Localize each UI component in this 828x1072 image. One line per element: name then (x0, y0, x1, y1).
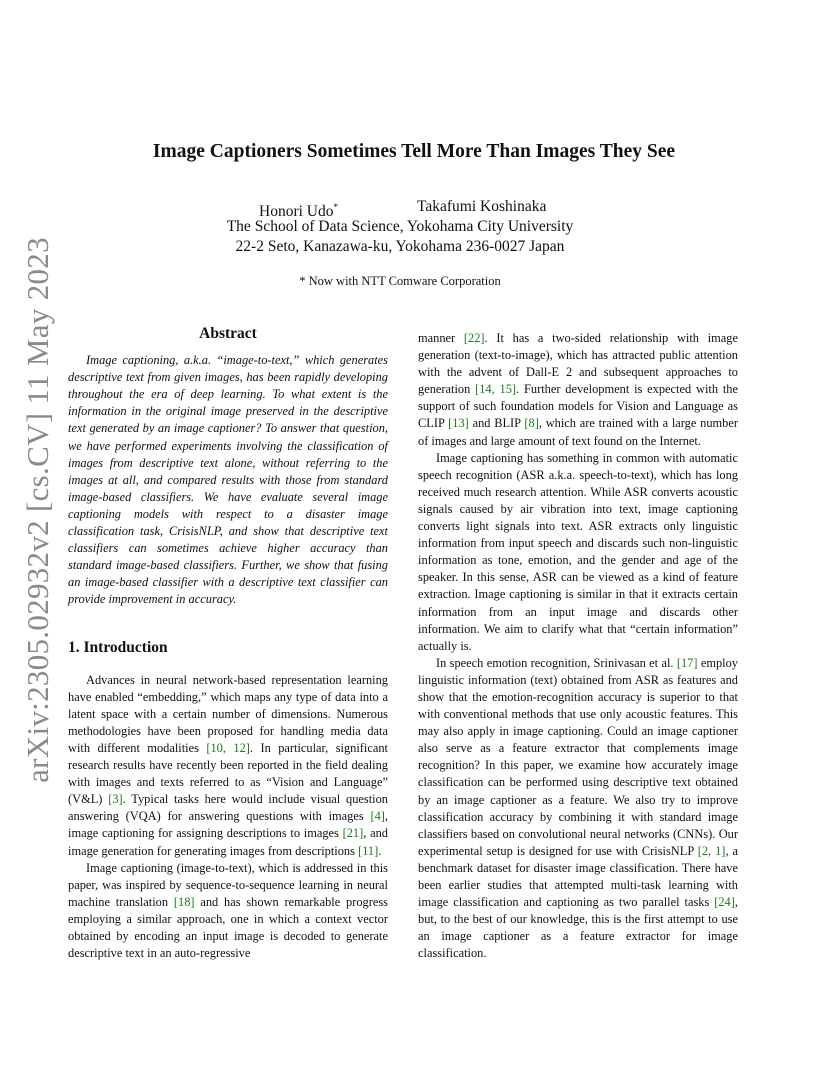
paragraph-text: and BLIP (468, 416, 525, 431)
paragraph-text: . In particular, significant research results have recently been reported in the field dealing with images and texts referred to as “Vision and Language” (V&L) (68, 740, 388, 807)
paragraph-text: . Typical tasks here would include visual question answering (VQA) for answering questions with images (68, 792, 388, 824)
right-column (418, 330, 738, 962)
author-1-name: Honori Udo (259, 203, 334, 221)
citation-link[interactable]: [17] (676, 655, 698, 670)
paragraph-text: , a benchmark dataset for disaster image classification. There have been earlier studies that attempted multi-task learning with image classification and captioning as two parallel tasks (418, 843, 738, 910)
section-heading-introduction: 1. Introduction (68, 638, 168, 656)
citation-link[interactable]: [3] (108, 792, 123, 807)
citation-link[interactable]: [13] (448, 416, 469, 431)
citation-link[interactable]: [14, 15] (475, 382, 517, 397)
arxiv-stamp-text: arXiv:2305.02932v2 [cs.CV] 11 May 2023 (20, 237, 55, 783)
author-2: Takafumi Koshinaka (417, 198, 547, 215)
arxiv-stamp (14, 237, 62, 783)
citation-link[interactable]: [10, 12] (206, 740, 250, 755)
citation-link[interactable]: [4] (370, 809, 385, 824)
left-column (68, 325, 388, 962)
paragraph-text: In speech emotion recognition, Srinivasan et al. (436, 655, 677, 670)
paper-title: Image Captioners Sometimes Tell More Than Images They See (152, 141, 676, 162)
citation-link[interactable]: [21] (342, 826, 364, 841)
author-1 (259, 197, 338, 222)
citation-link[interactable]: [11] (358, 843, 379, 858)
paragraph-text: Image captioning has something in common with automatic speech recognition (ASR a.k.a. speech-to-text), which has long received much research attention. While ASR converts acoustic signals caused by air vibration into text, image captioning converts light signals into text. ASR extracts only linguistic information from input speech and discards such non-linguistic information as tone, emotion, and the gender and age of the speaker. In this sense, ASR can be viewed as a kind of feature extraction. Image captioning is similar in that it extracts certain information from an input image and discards other information. We aim to clarify what that “certain information” actually is. (418, 450, 738, 653)
intro-paragraph-3 (418, 450, 738, 655)
citation-link[interactable]: [24] (714, 895, 735, 910)
paragraph-text: , image captioning for assigning descriptions to images (68, 809, 388, 841)
author-footnote: * Now with NTT Comware Corporation (299, 274, 501, 288)
address: 22-2 Seto, Kanazawa-ku, Yokohama 236-0027 Japan (235, 238, 565, 255)
paragraph-text: manner (418, 331, 464, 345)
citation-link[interactable]: [18] (173, 894, 195, 909)
paragraph-text: Advances in neural network-based representation learning have enabled “embedding,” which maps any type of data into a latent space with a certain number of dimensions. Numerous methodologies have been proposed for handling media data with different modalities (68, 672, 388, 755)
intro-paragraph-2-cont (418, 330, 738, 450)
author-block (0, 197, 800, 257)
author-1-mark: * (333, 202, 338, 212)
abstract-text: Image captioning, a.k.a. “image-to-text,” which generates descriptive text from given images, has been rapidly developing throughout the era of deep learning. To what extent is the information in the original image preserved in the descriptive text generated by an image captioner? To answer that question, we have performed experiments involving the classification of images from descriptive text alone, without referring to the images at all, and compared results with those from standard image-based classifiers. We have evaluate several image captioning models with respect to a disaster image classification task, CrisisNLP, and show that descriptive text classifiers can sometimes achieve higher accuracy than standard image-based classifiers. Further, we show that fusing an image-based classifier with a descriptive text classifier can provide improvement in accuracy. (68, 353, 388, 607)
citation-link[interactable]: [22] (463, 331, 485, 345)
paragraph-text: and has shown remarkable progress employing a similar approach, one in which a context vector obtained by encoding an input image is decoded to generate descriptive text in an auto-regressive (68, 894, 388, 961)
paragraph-text: . Further development is expected with the support of such foundation models for Vision and Language as CLIP (418, 382, 738, 431)
abstract-heading: Abstract (199, 325, 257, 342)
affiliation: The School of Data Science, Yokohama City University (226, 218, 574, 235)
intro-paragraph-4 (418, 655, 738, 963)
paragraph-text: , which are trained with a large number of images and large amount of text found on the Internet. (418, 416, 738, 448)
citation-link[interactable]: [8] (524, 416, 539, 431)
paragraph-text: . (378, 843, 382, 858)
intro-paragraph-1 (68, 672, 388, 860)
paragraph-text: employ linguistic information (text) obtained from ASR as features and show that the emotion-recognition accuracy is superior to that with conventional methods that use only acoustic features. This may also apply in image captioning. Could an image captioner also serve as a feature extractor that complements image recognition? In this paper, we examine how accurately image classification can be performed using descriptive text obtained by an image captioner as a feature. We also try to improve classification accuracy by combining it with standard image classifiers based on convolutional neural networks (CNNs). Our experimental setup is designed for use with CrisisNLP (418, 655, 738, 858)
paragraph-text: Image captioning (image-to-text), which is addressed in this paper, was inspired by sequence-to-sequence learning in neural machine translation (68, 860, 388, 909)
paragraph-text: , but, to the best of our knowledge, this is the first attempt to use an image captioner as a feature extractor for image classification. (418, 895, 738, 961)
paragraph-text: , and image generation for generating images from descriptions (68, 826, 388, 858)
paragraph-text: . It has a two-sided relationship with image generation (text-to-image), which has attracted public attention with the advent of Dall-E 2 and subsequent approaches to generation (418, 331, 738, 397)
intro-paragraph-2 (68, 860, 388, 963)
citation-link[interactable]: [2, 1] (697, 843, 726, 858)
